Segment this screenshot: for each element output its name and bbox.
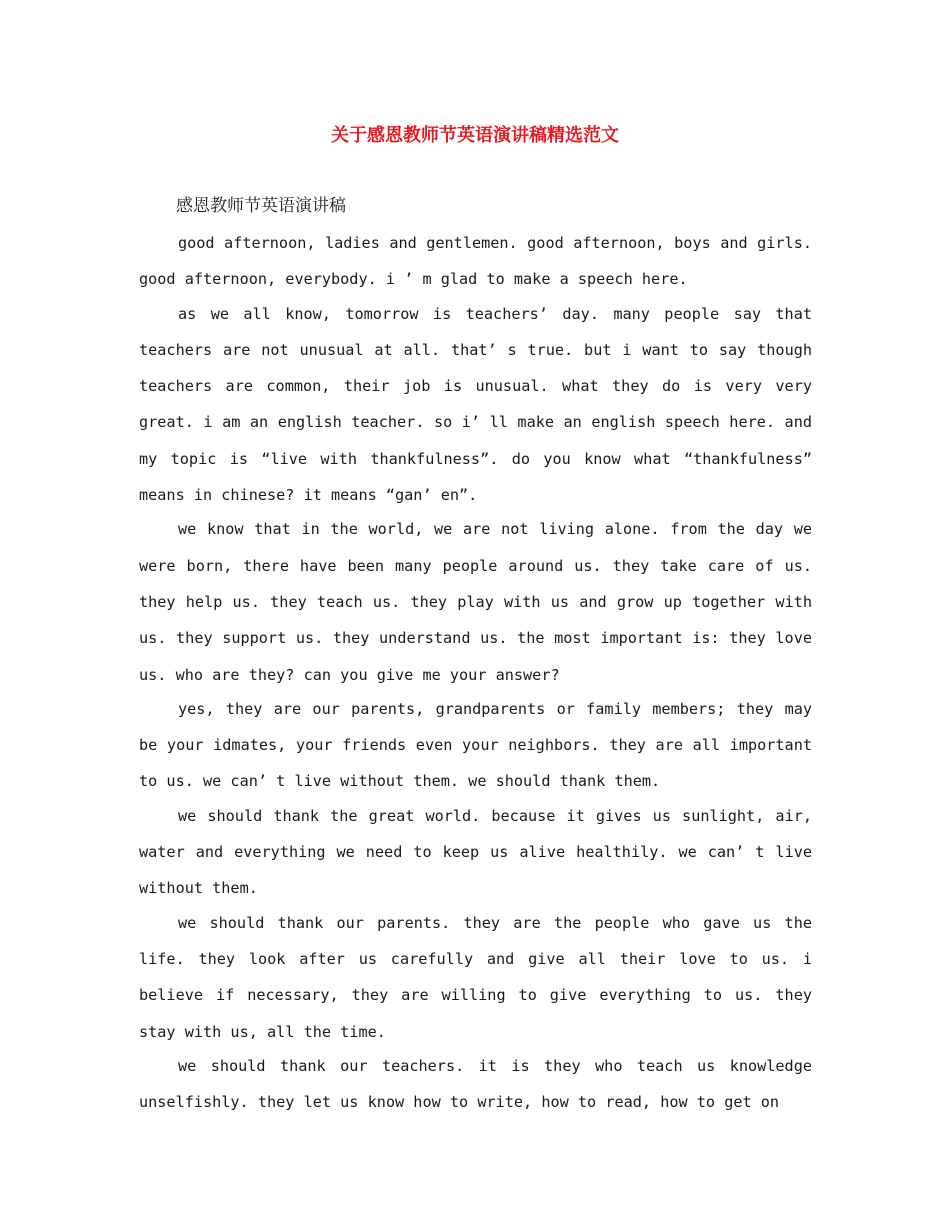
document-subtitle: 感恩教师节英语演讲稿 [176, 196, 346, 216]
document-body [139, 225, 812, 1118]
paragraph-not-alone: we know that in the world, we are not living alone. from the day we were born, there have been many people around us. they take care of us. they help us. they teach us. they play with us and grow up together with us. they support us. they understand us. the most important is: they love us. who are they? can you give me your answer? [139, 520, 812, 684]
paragraph-teachers-day: as we all know, tomorrow is teachers’ day. many people say that teachers are not unusual at all. that’ s true. but i want to say though teachers are common, their job is unusual. what they do is very very great. i am an english teacher. so i’ ll make an english speech here. and my topic is “live with thankfulness”. do you know what “thankfulness” means in chinese? it means “gan’ en”. [139, 304, 812, 505]
paragraph-world: we should thank the great world. because it gives us sunlight, air, water and everything we need to keep us alive healthily. we can’ t live without them. [139, 806, 812, 898]
paragraph-parents: we should thank our parents. they are the people who gave us the life. they look after us carefully and give all their love to us. i believe if necessary, they are willing to give everything to us. they stay with us, all the time. [139, 913, 812, 1041]
paragraph-family: yes, they are our parents, grandparents or family members; they may be your idmates, your friends even your neighbors. they are all important to us. we can’ t live without them. we should thank them. [139, 699, 812, 791]
paragraph-greeting: good afternoon, ladies and gentlemen. good afternoon, boys and girls. good afternoon, everybody. i ’ m glad to make a speech here. [139, 234, 812, 289]
document-title: 关于感恩教师节英语演讲稿精选范文 [331, 125, 619, 146]
paragraph-teachers: we should thank our teachers. it is they who teach us knowledge unselfishly. they let us know how to write, how to read, how to get on [139, 1056, 812, 1112]
